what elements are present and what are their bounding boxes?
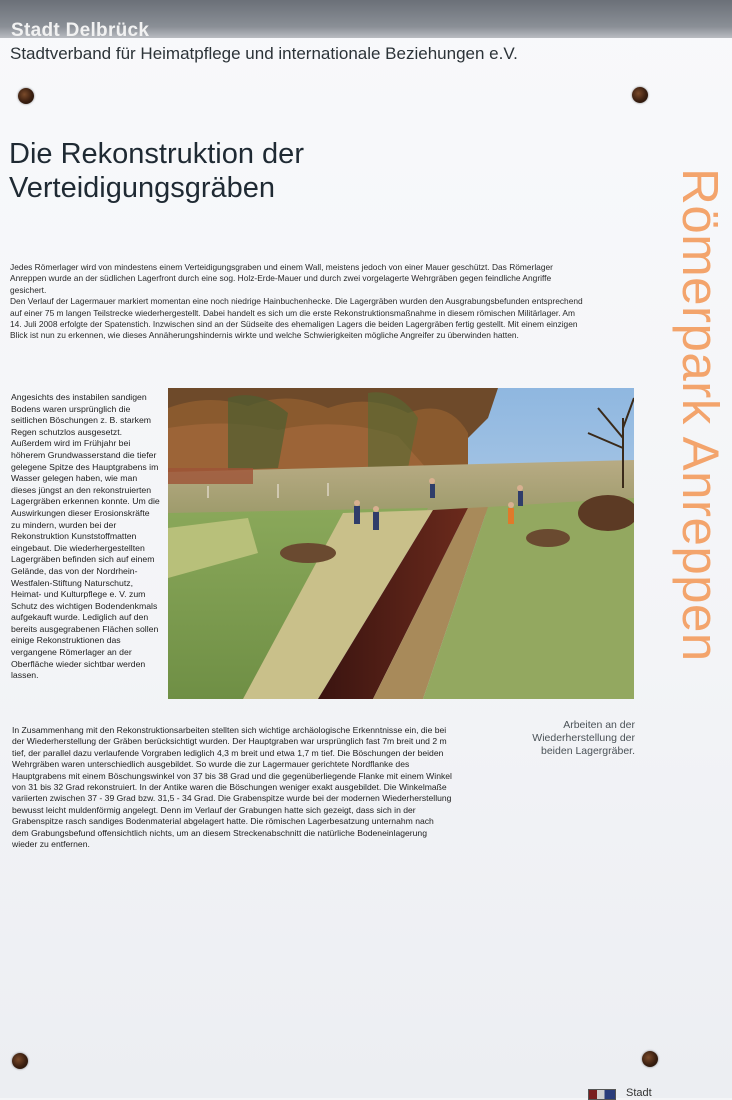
vertical-title-text: Römerpark Anreppen: [672, 168, 729, 662]
page-title: [9, 137, 469, 205]
page-title-line: Verteidigungsgräben: [9, 172, 276, 204]
photo-caption-line: Arbeiten an der: [563, 719, 635, 731]
vertical-title: [672, 168, 732, 858]
side-text: Angesichts des instabilen sandigen Bodens waren ursprünglich die seitlichen Böschungen z. B. starkem Regen schutzlos ausgesetzt. Außerdem wird im Frühjahr bei höherem Grundwasserstand die tiefer gelegene Spitze des Hauptgrabens im Wasser gelegen haben, wie man dieses jüngst an den rekonstruierten Lagergräben erkennen konnte. Um die Auswirkungen dieser Erosionskräfte zu mindern, wurden bei der Rekonstruktion Kunststoffmatten eingebaut. Die wiederhergestellten Lagergräben befinden sich auf einem Gelände, das von der Nordrhein-Westfalen-Stiftung Naturschutz, Heimat- und Kulturpflege e. V. zum Schutz des wichtigen Bodendenkmals aufgekauft wurde. Lediglich auf den bereits ausgegrabenen Flächen sollen einige Rekonstruktionen das vergangene Römerlager an der Oberfläche wieder sichtbar werden lassen.: [11, 392, 160, 681]
organization-name: Stadtverband für Heimatpflege und internationale Beziehungen e.V.: [10, 44, 518, 63]
excavation-photo-image: [168, 388, 634, 699]
excavation-photo: [168, 388, 634, 699]
footer-text: Stadt: [626, 1087, 652, 1099]
page-title-line: Die Rekonstruktion der: [9, 138, 304, 170]
city-name: Stadt Delbrück: [11, 20, 150, 41]
intro-paragraph: Jedes Römerlager wird von mindestens einem Verteidigungsgraben und einem Wall, meistens jedoch von einer Mauer geschützt. Das Römerlager Anreppen wurde an der südlichen Lagerfront durch eine sog. Holz-Erde-Mauer und durch zwei vorgelagerte Wehrgräben gegen feindliche Angriffe gesichert.: [10, 262, 553, 295]
screw-icon: [12, 1053, 28, 1069]
coat-of-arms-icon: [588, 1089, 616, 1100]
intro-text: [10, 262, 585, 342]
photo-caption-line: Wiederherstellung der: [532, 732, 635, 744]
intro-paragraph: Den Verlauf der Lagermauer markiert momentan eine noch niedrige Hainbuchenhecke. Die Lagergräben wurden den Ausgrabungsbefunden entsprechend auf einer 75 m langen Teilstrecke wiederhergestellt. Dabei handelt es sich um die erste Rekonstruktionsmaßnahme in diesem römischen Militärlager. Am 14. Juli 2008 erfolgte der Spatenstich. Inzwischen sind an der Südseite des ehemaligen Lagers die beiden Lagergräben fertig gestellt. Mit einem einzigen Blick ist nun zu erkennen, wie dieses Annäherungshindernis wirkte und welche Schwierigkeiten mögliche Angreifer zu überwinden hatten.: [10, 296, 583, 341]
screw-icon: [642, 1051, 658, 1067]
photo-caption-line: beiden Lagergräber.: [541, 745, 635, 757]
photo-caption: [490, 719, 635, 758]
screw-icon: [632, 87, 648, 103]
screw-icon: [18, 88, 34, 104]
findings-text: In Zusammenhang mit den Rekonstruktionsarbeiten stellten sich wichtige archäologische Erkenntnisse ein, die bei der Wiederherstellung der Gräben berücksichtigt wurden. Der Hauptgraben war ursprünglich fast 7m breit und 2 m tief, der parallel dazu verlaufende Vorgraben lediglich 4,3 m breit und etwa 1,7 m tief. Die Böschungen der beiden Wehrgräben waren unterschiedlich ausgebildet. So wurde die zur Lagermauer gerichtete Nordflanke des Hauptgrabens mit einem Böschungswinkel von 37 bis 38 Grad und die gegenüberliegende Flanke mit einem Winkel von 31 bis 32 Grad rekonstruiert. In der Antike waren die Böschungen weniger exakt ausgebildet. Die Winkelmaße variierten zwischen 37 - 39 Grad bzw. 31,5 - 34 Grad. Die Grabenspitze wurde bei der modernen Wiederherstellung bewusst leicht muldenförmig angelegt. Denn im Verlauf der Grabungen hatte sich gezeigt, dass sich in der Grabenspitze rasch sandiges Bodenmaterial abgelagert hatte. Die römischen Lagerbesatzung unternahm nach dem Grabungsbefund offensichtlich nichts, um an diesem Streckenabschnitt die natürliche Bodeneinlagerung wieder zu entfernen.: [12, 725, 452, 850]
